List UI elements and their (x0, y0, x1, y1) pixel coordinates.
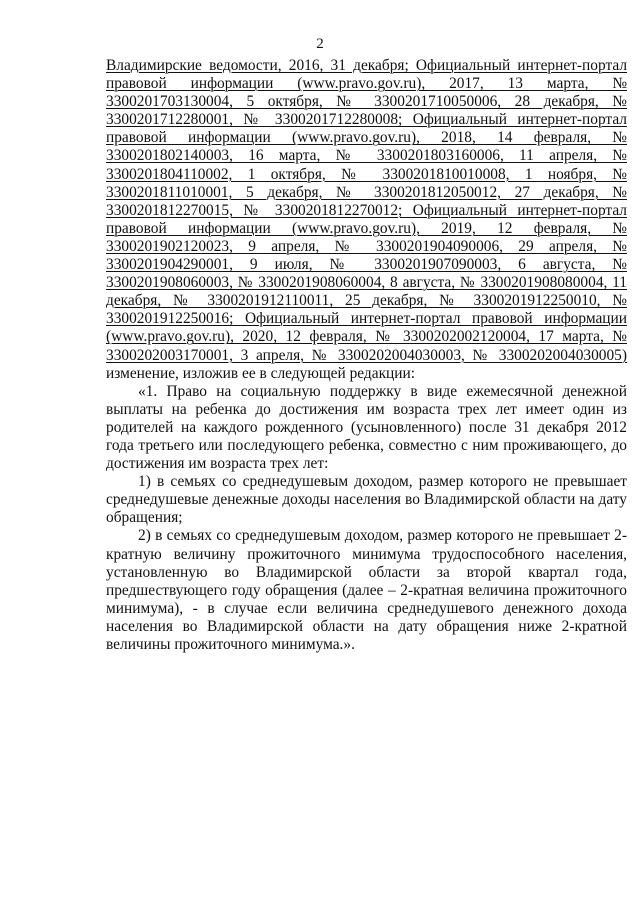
paragraph-condition-2: 2) в семьях со среднедушевым доходом, размер которого не превышает 2-кратную величину прожиточного минимума трудоспособного населения, установленную во Владимирской области за второй квартал года, предшествующего году обращения (далее – 2-кратная величина прожиточного минимума), - в случае если величина среднедушевого денежного дохода населения во Владимирской области на дату обращения ниже 2-кратной величины прожиточного минимума.». (106, 527, 627, 653)
paragraph-condition-1: 1) в семьях со среднедушевым доходом, размер которого не превышает среднедушевые денежные доходы населения во Владимирской области на дату обращения; (106, 473, 627, 527)
page-number: 2 (316, 36, 324, 52)
paragraph-right-to-support: «1. Право на социальную поддержку в виде ежемесячной денежной выплаты на ребенка до достижения им возраста трех лет имеет один из родителей на каждого рожденного (усыновленного) после 31 декабря 2012 года третьего или последующего ребенка, совместно с ним проживающего, до достижения им возраста трех лет: (106, 382, 627, 473)
document-body (106, 57, 627, 654)
legal-references-underlined: Владимирские ведомости, 2016, 31 декабря; Официальный интернет-портал правовой информации (www.pravo.gov.ru), 2017, 13 марта, № 3300201703130004, 5 октября, № 3300201710050006, 28 декабря, № 3300201712280001, № 3300201712280008; Официальный интернет-портал правовой информации (www.pravo.gov.ru), 2018, 14 февраля, № 3300201802140003, 16 марта, № 3300201803160006, 11 апреля, № 3300201804110002, 1 октября, № 3300201810010008, 1 ноября, № 3300201811010001, 5 декабря, № 3300201812050012, 27 декабря, № 3300201812270015, № 3300201812270012; Официальный интернет-портал правовой информации (www.pravo.gov.ru), 2019, 12 февраля, № 3300201902120023, 9 апреля, № 3300201904090006, 29 апреля, № 3300201904290001, 9 июля, № 3300201907090003, 6 августа, № 3300201908060003, № 3300201908060004, 8 августа, № 3300201908080004, 11 декабря, № 3300201912110011, 25 декабря, № 3300201912250010, № 3300201912250016; Официальный интернет-портал правовой информации (www.pravo.gov.ru), 2020, 12 февраля, № 3300202002120004, 17 марта, № 3300202003170001, 3 апреля, № 3300202004030003, № 3300202004030005) (106, 57, 627, 364)
paragraph-amendment-sources (106, 57, 627, 383)
amendment-intro: изменение, изложив ее в следующей редакции: (106, 364, 416, 382)
